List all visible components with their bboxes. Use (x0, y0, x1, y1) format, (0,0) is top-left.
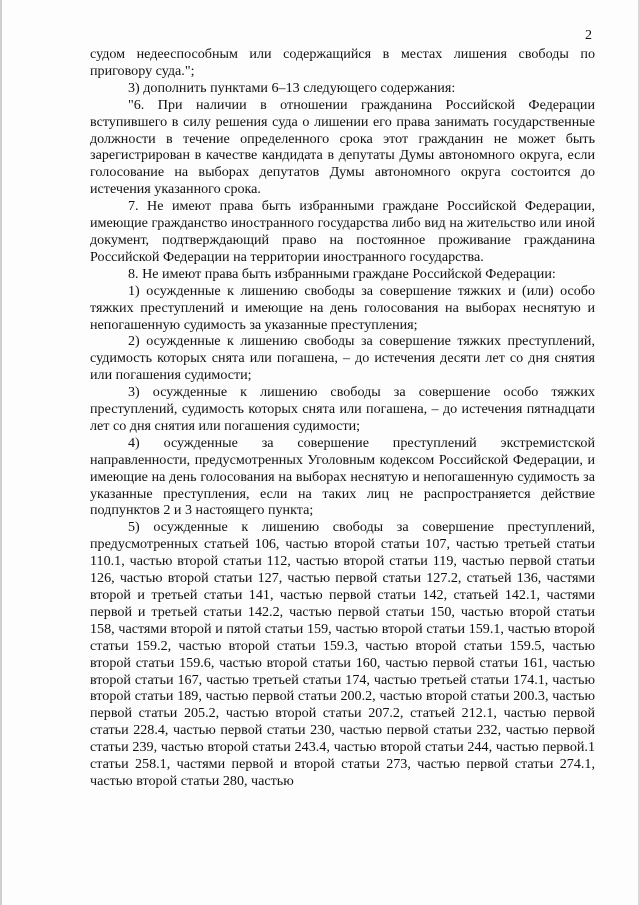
paragraph: 3) осужденные к лишению свободы за совершение особо тяжких преступлений, судимость которых снята или погашена, – до истечения пятнадцати лет со дня снятия или погашения судимости; (90, 384, 595, 434)
paragraph: 8. Не имеют права быть избранными граждане Российской Федерации: (128, 265, 556, 282)
page-number: 2 (585, 28, 592, 43)
paragraph: 5) осужденные к лишению свободы за совершение преступлений, предусмотренных статьей 106, частью второй статьи 107, частью третьей статьи 110.1, частью второй статьи 112, частью второй статьи 119, частью первой статьи 126, частью второй статьи 127, частью первой статьи 127.2, статьей 136, частями второй и третьей статьи 141, частью первой статьи 142, статьей 142.1, частями первой и третьей статьи 142.2, частью первой статьи 150, частью второй статьи 158, частями второй и пятой статьи 159, частью второй статьи 159.1, частью второй статьи 159.2, частью второй статьи 159.3, частью второй статьи 159.5, частью второй статьи 159.6, частью второй статьи 160, частью первой статьи 161, частью второй статьи 167, частью третьей статьи 174, частью третьей статьи 174.1, частью второй статьи 189, частью первой статьи 200.2, частью второй статьи 200.3, частью первой статьи 205.2, частью второй статьи 207.2, статьей 212.1, частью первой статьи 228.4, частью первой статьи 230, частью первой статьи 232, частью первой статьи 239, частью второй статьи 243.4, частью второй статьи 244, частью первой.1 статьи 258.1, частями первой и второй статьи 273, частью первой статьи 274.1, частью второй статьи 280, частью (90, 519, 595, 789)
paragraph: судом недееспособным или содержащийся в местах лишения свободы по приговору суда."; (90, 46, 595, 79)
paragraph: 3) дополнить пунктами 6–13 следующего содержания: (128, 79, 456, 96)
paragraph: 7. Не имеют права быть избранными граждане Российской Федерации, имеющие гражданство иностранного государства либо вид на жительство или иной документ, подтверждающий право на постоянное проживание гражданина Российской Федерации на территории иностранного государства. (90, 198, 595, 265)
paragraph: 4) осужденные за совершение преступлений экстремистской направленности, предусмотренных Уголовным кодексом Российской Федерации, и имеющие на день голосования на выборах неснятую и непогашенную судимость за указанные преступления, если на таких лиц не распространяется действие подпунктов 2 и 3 настоящего пункта; (90, 434, 595, 519)
paragraph: 1) осужденные к лишению свободы за совершение тяжких и (или) особо тяжких преступлений и имеющие на день голосования на выборах неснятую и непогашенную судимость за указанные преступления; (90, 282, 595, 333)
paragraph: 2) осужденные к лишению свободы за совершение тяжких преступлений, судимость которых снята или погашена, – до истечения десяти лет со дня снятия или погашения судимости; (90, 333, 595, 384)
paragraph: "6. При наличии в отношении гражданина Российской Федерации вступившего в силу решения суда о лишении его права занимать государственные должности в течение определенного срока этот гражданин не может быть зарегистрирован в качестве кандидата в депутаты Думы автономного округа, если голосование на выборах депутатов Думы автономного округа состоится до истечения указанного срока. (90, 96, 595, 198)
document-body (90, 46, 595, 790)
